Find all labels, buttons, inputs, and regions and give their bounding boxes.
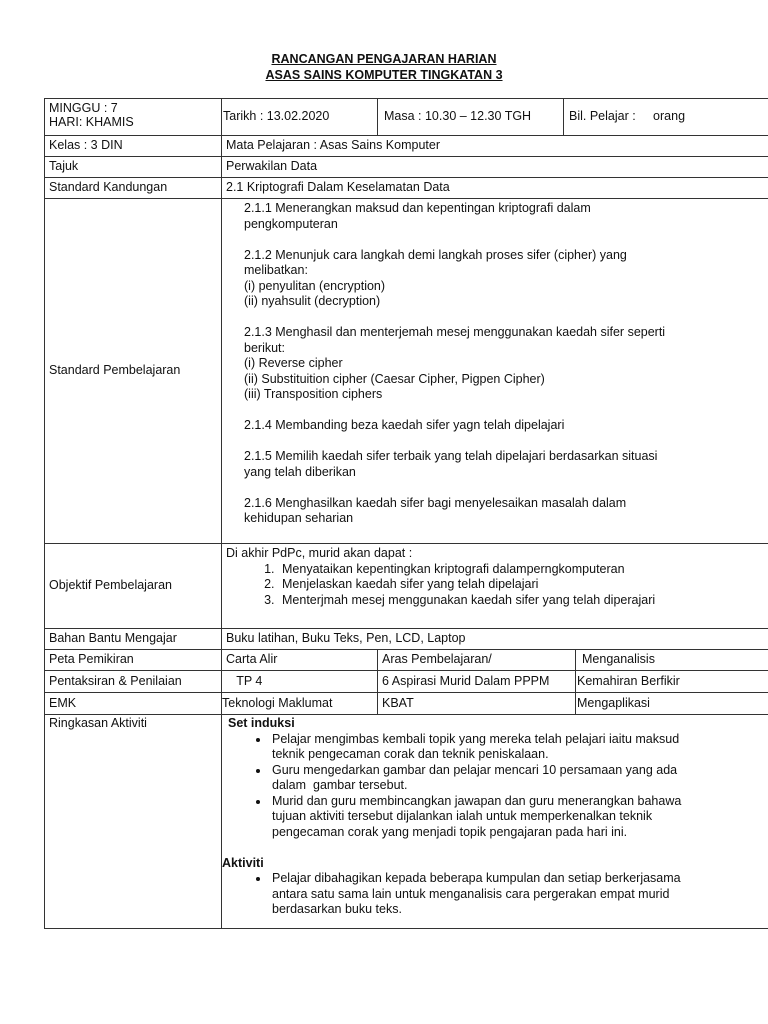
sp-line: (i) penyulitan (encryption) — [244, 278, 386, 293]
sp-line: (iii) Transposition ciphers — [244, 387, 383, 401]
table-row-ringkasan — [45, 714, 768, 928]
tarikh-text: Tarikh : 13.02.2020 — [223, 109, 330, 124]
standard-pembelajaran-label: Standard Pembelajaran — [49, 363, 181, 378]
aras-value-cell — [575, 650, 768, 670]
kbat-label: KBAT — [382, 695, 414, 710]
sp-line: berikut: — [244, 340, 285, 355]
aspirasi-value: Kemahiran Berfikir — [577, 673, 680, 688]
sp-line: 2.1.4 Membanding beza kaedah sifer yagn telah dipelajari — [244, 418, 565, 432]
list-line: antara satu sama lain untuk menganalisis cara pergerakan empat murid — [272, 886, 670, 901]
table-row-kelas — [45, 135, 768, 156]
standard-kandungan-label-cell — [45, 178, 221, 198]
minggu-hari-cell — [45, 99, 221, 135]
emk-value: Teknologi Maklumat — [222, 695, 333, 710]
objektif-content — [221, 544, 768, 628]
list-item: 3. Menterjmah mesej menggunakan kaedah sifer yang telah diperajari — [278, 593, 767, 609]
list-item — [270, 732, 767, 763]
list-item — [270, 871, 767, 918]
peta-label-cell — [45, 650, 221, 670]
sp-line: (ii) Substituition cipher (Caesar Cipher, Pigpen Cipher) — [244, 371, 545, 386]
objektif-label-cell — [45, 544, 221, 628]
kelas-text: Kelas : 3 DIN — [49, 138, 123, 153]
objektif-intro: Di akhir PdPc, murid akan dapat : — [226, 546, 413, 560]
table-row-standard-kandungan — [45, 177, 768, 198]
sp-item — [244, 449, 767, 480]
sp-line: yang telah diberikan — [244, 464, 356, 479]
sp-line: pengkomputeran — [244, 216, 338, 231]
table-row-header-info — [45, 99, 768, 135]
sp-line: (ii) nyahsulit (decryption) — [244, 294, 381, 308]
bahan-value: Buku latihan, Buku Teks, Pen, LCD, Laptop — [226, 631, 466, 646]
ringkasan-label-cell — [45, 715, 221, 928]
pentaksiran-label-cell — [45, 671, 221, 692]
sp-item — [244, 496, 767, 527]
sp-line: 2.1.6 Menghasilkan kaedah sifer bagi menyelesaikan masalah dalam — [244, 495, 627, 510]
list-line: dalam gambar tersebut. — [272, 778, 408, 792]
aspirasi-label-cell — [377, 671, 575, 692]
table-row-objektif — [45, 543, 768, 628]
pentaksiran-value: TP 4 — [226, 673, 263, 688]
sp-line: 2.1.2 Menunjuk cara langkah demi langkah proses sifer (cipher) yang — [244, 247, 627, 262]
table-row-pentaksiran — [45, 670, 768, 692]
standard-kandungan-value-cell — [221, 178, 768, 198]
list-item — [270, 763, 767, 794]
sp-line: kehidupan seharian — [244, 511, 354, 525]
table-row-emk — [45, 692, 768, 714]
sp-line: 2.1.1 Menerangkan maksud dan kepentingan kriptografi dalam — [244, 201, 591, 215]
standard-pembelajaran-content — [221, 199, 768, 543]
masa-text: Masa : 10.30 – 12.30 TGH — [384, 109, 532, 124]
list-line: pengecaman corak yang menjadi topik pengajaran pada hari ini. — [272, 824, 628, 839]
peta-value-cell — [221, 650, 377, 670]
objektif-label: Objektif Pembelajaran — [49, 578, 172, 593]
emk-label: EMK — [49, 695, 77, 710]
standard-kandungan-value: 2.1 Kriptografi Dalam Keselamatan Data — [226, 180, 450, 195]
set-induksi-list — [226, 732, 767, 841]
peta-value: Carta Alir — [226, 652, 278, 667]
tajuk-value: Perwakilan Data — [226, 159, 318, 174]
kbat-value: Mengaplikasi — [577, 695, 650, 710]
list-item — [270, 794, 767, 841]
sp-item — [244, 418, 767, 434]
kbat-value-cell — [575, 693, 768, 714]
document-title: RANCANGAN PENGAJARAN HARIAN — [271, 52, 497, 66]
ringkasan-label: Ringkasan Aktiviti — [49, 716, 147, 730]
table-row-bahan — [45, 628, 768, 649]
standard-pembelajaran-label-cell — [45, 199, 221, 543]
sp-line: (i) Reverse cipher — [244, 356, 343, 370]
pentaksiran-value-cell — [221, 671, 377, 692]
bil-pelajar-cell — [563, 99, 768, 135]
list-item: 2. Menjelaskan kaedah sifer yang telah dipelajari — [278, 577, 767, 593]
aras-label-cell — [377, 650, 575, 670]
emk-label-cell — [45, 693, 221, 714]
list-line: • Murid dan guru membincangkan jawapan dan guru menerangkan bahawa — [272, 793, 682, 808]
sp-line: melibatkan: — [244, 263, 308, 277]
table-row-standard-pembelajaran — [45, 198, 768, 543]
kbat-label-cell — [377, 693, 575, 714]
bil-pelajar-text: Bil. Pelajar : orang — [569, 109, 686, 124]
list-line: tujuan aktiviti tersebut dijalankan ialah untuk memperkenalkan teknik — [272, 809, 653, 823]
hari-text: HARI: KHAMIS — [49, 115, 134, 129]
list-line: • Guru mengedarkan gambar dan pelajar mencari 10 persamaan yang ada — [272, 762, 678, 777]
list-line: • Pelajar dibahagikan kepada beberapa kumpulan dan setiap berkerjasama — [272, 871, 681, 885]
standard-kandungan-label: Standard Kandungan — [49, 180, 168, 195]
list-line: teknik pengecaman corak dan teknik peniskalaan. — [272, 747, 549, 761]
table-row-tajuk — [45, 156, 768, 177]
masa-cell — [377, 99, 563, 135]
mata-pelajaran-cell — [221, 136, 768, 156]
aspirasi-value-cell — [575, 671, 768, 692]
sp-item — [244, 248, 767, 310]
objektif-list — [226, 562, 767, 609]
aktiviti-heading: Aktiviti — [222, 855, 264, 870]
list-item: 1. Menyataikan kepentingkan kriptografi dalamperngkomputeran — [278, 562, 767, 578]
bahan-value-cell — [221, 629, 768, 649]
aras-value: Menganalisis — [582, 652, 655, 667]
bahan-label-cell — [45, 629, 221, 649]
sp-item — [244, 201, 767, 232]
document-subtitle: ASAS SAINS KOMPUTER TINGKATAN 3 — [265, 68, 503, 82]
set-induksi-heading: Set induksi — [228, 716, 295, 730]
ringkasan-content — [221, 715, 768, 928]
tajuk-value-cell — [221, 157, 768, 177]
peta-label: Peta Pemikiran — [49, 652, 134, 667]
minggu-text: MINGGU : 7 — [49, 101, 118, 115]
tajuk-label: Tajuk — [49, 159, 79, 174]
aspirasi-label: 6 Aspirasi Murid Dalam PPPM — [382, 673, 550, 688]
sp-line: 2.1.3 Menghasil dan menterjemah mesej menggunakan kaedah sifer seperti — [244, 325, 666, 339]
pentaksiran-label: Pentaksiran & Penilaian — [49, 673, 182, 688]
sp-item — [244, 325, 767, 403]
sp-line: 2.1.5 Memilih kaedah sifer terbaik yang telah dipelajari berdasarkan situasi — [244, 449, 658, 463]
tarikh-cell — [221, 99, 377, 135]
lesson-plan-table — [44, 98, 768, 929]
emk-value-cell — [221, 693, 377, 714]
mata-pelajaran-text: Mata Pelajaran : Asas Sains Komputer — [226, 138, 441, 153]
list-line: berdasarkan buku teks. — [272, 902, 402, 916]
aktiviti-list — [226, 871, 767, 918]
list-line: • Pelajar mengimbas kembali topik yang mereka telah pelajari iaitu maksud — [272, 731, 680, 746]
aras-label: Aras Pembelajaran/ — [382, 652, 492, 667]
kelas-cell — [45, 136, 221, 156]
bahan-label: Bahan Bantu Mengajar — [49, 631, 177, 646]
table-row-peta — [45, 649, 768, 670]
tajuk-label-cell — [45, 157, 221, 177]
